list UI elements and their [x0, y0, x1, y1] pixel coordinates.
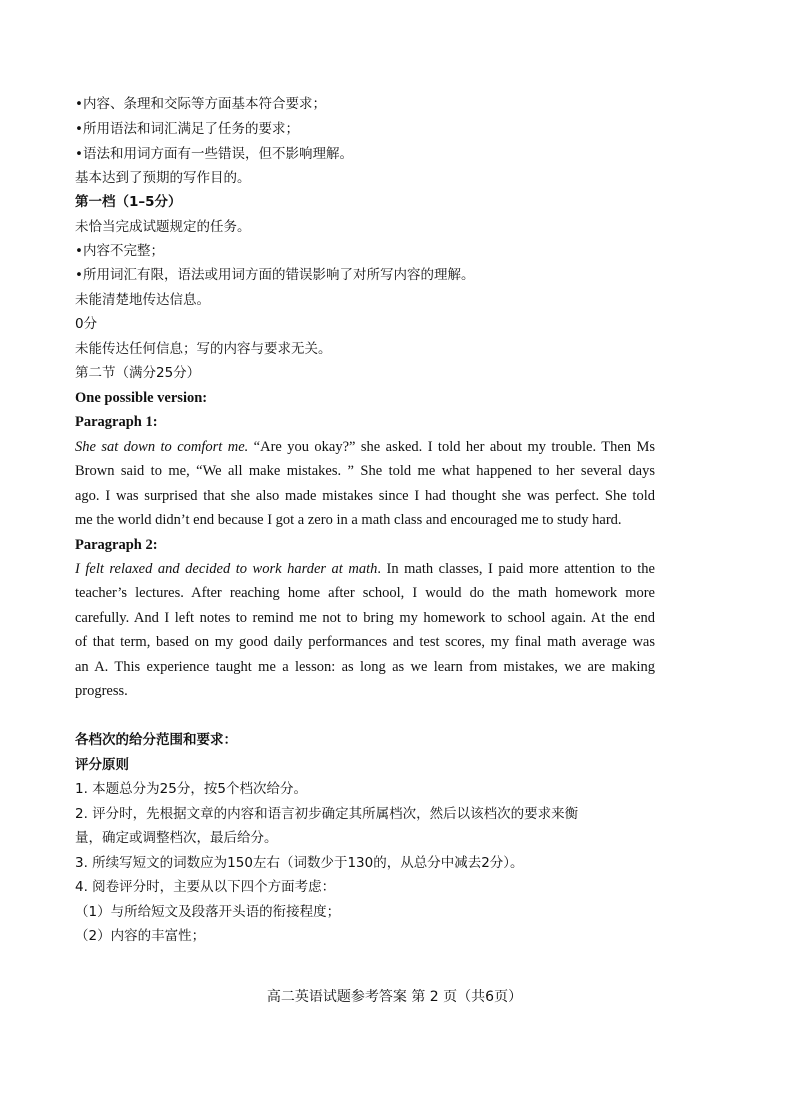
essay-line: I felt relaxed and decided to work harder at math. In math classes, I paid more attention to the [75, 561, 655, 577]
rule-line: 2. 评分时，先根据文章的内容和语言初步确定其所属档次，然后以该档次的要求来衡 [75, 806, 579, 822]
essay-line: ago. I was surprised that she also made mistakes since I had thought she was perfect. She told [75, 488, 655, 504]
essay-line: progress. [75, 683, 128, 699]
paragraph-opening: She sat down to comfort me. [75, 439, 249, 455]
essay-line: teacher’s lectures. After reaching home after school, I would do the math homework more [75, 585, 655, 601]
paragraph-label: Paragraph 1: [75, 414, 158, 430]
essay-line: of that term, based on my good daily performances and test scores, my final math average was [75, 634, 655, 650]
criteria-summary: 未能传达任何信息；写的内容与要求无关。 [75, 341, 332, 357]
criteria-line: •所用语法和词汇满足了任务的要求； [75, 121, 299, 137]
criteria-summary: 未恰当完成试题规定的任务。 [75, 219, 251, 235]
rule-line: 4. 阅卷评分时，主要从以下四个方面考虑： [75, 879, 336, 895]
grade-level-heading: 第一档（1–5分） [75, 194, 182, 210]
criteria-line: •内容、条理和交际等方面基本符合要求； [75, 96, 326, 112]
essay-line: Brown said to me, “We all make mistakes. ” She told me what happened to her several days [75, 463, 655, 479]
grade-level-heading: 0分 [75, 316, 98, 332]
essay-line: She sat down to comfort me. “Are you okay?” she asked. I told her about my trouble. Then Ms [75, 439, 655, 455]
principles-heading: 评分原则 [75, 757, 129, 773]
rule-sub-line: （2）内容的丰富性； [75, 928, 206, 944]
criteria-summary: 基本达到了预期的写作目的。 [75, 170, 251, 186]
rule-sub-line: （1）与所给短文及段落开头语的衔接程度； [75, 904, 341, 920]
paragraph-opening: I felt relaxed and decided to work harder at math [75, 561, 378, 577]
rule-line: 1. 本题总分为25分，按5个档次给分。 [75, 781, 307, 797]
grading-heading: 各档次的给分范围和要求： [75, 732, 237, 748]
essay-line: carefully. And I left notes to remind me not to bring my homework to school again. At the end [75, 610, 655, 626]
essay-line: an A. This experience taught me a lesson: as long as we learn from mistakes, we are making [75, 659, 655, 675]
criteria-line: •内容不完整； [75, 243, 164, 259]
essay-heading: One possible version: [75, 390, 208, 406]
criteria-line: •语法和用词方面有一些错误，但不影响理解。 [75, 146, 353, 162]
criteria-summary: 未能清楚地传达信息。 [75, 292, 210, 308]
criteria-line: •所用词汇有限，语法或用词方面的错误影响了对所写内容的理解。 [75, 267, 475, 283]
page-footer: 高二英语试题参考答案 第 2 页（共6页） [266, 989, 523, 1005]
paragraph-label: Paragraph 2: [75, 537, 158, 553]
rule-line: 量，确定或调整档次，最后给分。 [75, 830, 278, 846]
essay-line: me the world didn’t end because I got a zero in a math class and encouraged me to study hard. [75, 512, 622, 528]
rule-line: 3. 所续写短文的词数应为150左右（词数少于130的，从总分中减去2分）。 [75, 855, 524, 871]
section-heading: 第二节（满分25分） [75, 365, 201, 381]
